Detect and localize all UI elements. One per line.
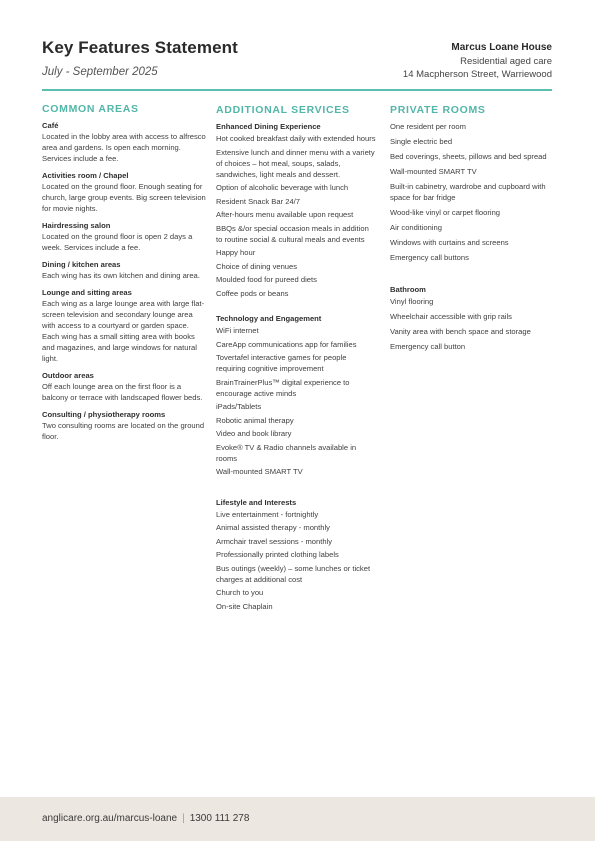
list-item: Tovertafel interactive games for people requiring cognitive improvement bbox=[216, 353, 347, 373]
list-item: Option of alcoholic beverage with lunch bbox=[216, 183, 349, 192]
common-areas-heading: COMMON AREAS bbox=[42, 103, 139, 115]
list-item: Emergency call buttons bbox=[390, 253, 469, 262]
private-rooms-heading: PRIVATE ROOMS bbox=[390, 104, 486, 116]
list-item: Built-in cabinetry, wardrobe and cupboard with space for bar fridge bbox=[390, 182, 546, 202]
list-item: Wood-like vinyl or carpet flooring bbox=[390, 208, 501, 217]
list-item: Church to you bbox=[216, 588, 264, 597]
bathroom-title: Bathroom bbox=[390, 285, 426, 294]
list-item: Hot cooked breakfast daily with extended hours bbox=[216, 134, 376, 143]
section-title: Hairdressing salon bbox=[42, 221, 111, 230]
group-title-lifestyle: Lifestyle and Interests bbox=[216, 497, 297, 507]
section-title: Café bbox=[42, 121, 59, 130]
period-subtitle: July - September 2025 bbox=[42, 66, 158, 78]
group-title-dining: Enhanced Dining Experience bbox=[216, 122, 321, 131]
list-item: Happy hour bbox=[216, 248, 256, 257]
list-item: WiFi internet bbox=[216, 326, 259, 335]
additional-services-column bbox=[216, 103, 376, 614]
list-item: Moulded food for pureed diets bbox=[216, 275, 317, 284]
list-item: On-site Chaplain bbox=[216, 601, 273, 611]
section-title: Outdoor areas bbox=[42, 371, 94, 380]
common-area-section bbox=[42, 370, 208, 403]
phone-number[interactable]: 1300 111 278 bbox=[189, 813, 250, 824]
facility-name: Marcus Loane House bbox=[451, 42, 552, 53]
list-item: Professionally printed clothing labels bbox=[216, 550, 339, 559]
common-area-section bbox=[42, 220, 208, 253]
section-title: Activities room / Chapel bbox=[42, 171, 129, 180]
section-title: Dining / kitchen areas bbox=[42, 260, 121, 269]
footer-contact bbox=[42, 813, 249, 824]
section-body: Each wing as a large lounge area with large flat-screen television and secondary lounge area with access to a courtyard or garden space. Each wing has a small sitting area with books and magazines, and large windows for natural light. bbox=[42, 299, 205, 363]
common-area-section bbox=[42, 287, 208, 364]
common-area-section bbox=[42, 120, 208, 164]
common-areas-column bbox=[42, 103, 208, 448]
footer bbox=[0, 797, 595, 841]
list-item: CareApp communications app for families bbox=[216, 339, 357, 349]
list-item: Resident Snack Bar 24/7 bbox=[216, 196, 301, 206]
list-item: Choice of dining venues bbox=[216, 261, 298, 271]
list-item: Robotic animal therapy bbox=[216, 415, 294, 425]
section-title: Lounge and sitting areas bbox=[42, 288, 132, 297]
footer-separator: | bbox=[182, 813, 185, 824]
list-item: After-hours menu available upon request bbox=[216, 210, 354, 219]
list-item: Wall-mounted SMART TV bbox=[390, 167, 477, 176]
group-title-technology: Technology and Engagement bbox=[216, 314, 322, 323]
list-item: Single electric bed bbox=[390, 137, 453, 146]
section-body: Located on the ground floor. Enough seating for church, large group events. Big screen television for movie nights. bbox=[42, 182, 206, 213]
list-item: BrainTrainerPlus™ digital experience to encourage active minds bbox=[216, 377, 350, 398]
list-item: Video and book library bbox=[216, 429, 292, 438]
list-item: Emergency call button bbox=[390, 342, 466, 351]
additional-services-heading: ADDITIONAL SERVICES bbox=[216, 104, 350, 116]
list-item: Live entertainment - fortnightly bbox=[216, 509, 319, 519]
list-item: Bed coverings, sheets, pillows and bed spread bbox=[390, 152, 547, 161]
list-item: Animal assisted therapy - monthly bbox=[216, 523, 330, 532]
section-body: Each wing has its own kitchen and dining area. bbox=[42, 271, 200, 280]
section-body: Off each lounge area on the first floor is a balcony or terrace with landscaped flower beds. bbox=[42, 382, 203, 402]
list-item: Wall-mounted SMART TV bbox=[216, 467, 303, 476]
common-area-section bbox=[42, 409, 208, 442]
facility-address: 14 Macpherson Street, Warriewood bbox=[402, 69, 552, 80]
list-item: Extensive lunch and dinner menu with a variety of choices – hot meal, soups, salads, sandwiches, light meals and dessert. bbox=[216, 147, 375, 179]
list-item: Air conditioning bbox=[390, 223, 442, 232]
common-area-section bbox=[42, 259, 208, 281]
list-item: Vinyl flooring bbox=[390, 297, 434, 306]
list-item: Armchair travel sessions - monthly bbox=[216, 536, 333, 546]
section-title: Consulting / physiotherapy rooms bbox=[42, 410, 166, 419]
section-body: Located in the lobby area with access to alfresco area and gardens. Is open each morning. Services include a fee. bbox=[42, 132, 206, 163]
list-item: Coffee pods or beans bbox=[216, 288, 289, 298]
list-item: Evoke® TV & Radio channels available in rooms bbox=[216, 442, 357, 463]
list-item: Vanity area with bench space and storage bbox=[390, 327, 531, 336]
list-item: iPads/Tablets bbox=[216, 402, 262, 411]
header-divider bbox=[42, 89, 552, 91]
section-body: Two consulting rooms are located on the ground floor. bbox=[42, 421, 205, 441]
list-item: Wheelchair accessible with grip rails bbox=[390, 312, 512, 321]
common-area-section bbox=[42, 170, 208, 214]
list-item: One resident per room bbox=[390, 122, 466, 131]
facility-type: Residential aged care bbox=[460, 55, 552, 67]
header bbox=[42, 38, 552, 88]
private-rooms-column bbox=[390, 103, 552, 356]
list-item: Windows with curtains and screens bbox=[390, 238, 509, 247]
page-title: Key Features Statement bbox=[42, 38, 238, 57]
list-item: BBQs &/or special occasion meals in addition to routine social & cultural meals and events bbox=[216, 223, 369, 244]
section-body: Located on the ground floor is open 2 days a week. Services include a fee. bbox=[42, 232, 193, 252]
facility-info bbox=[403, 41, 552, 82]
list-item: Bus outings (weekly) – some lunches or ticket charges at additional cost bbox=[216, 563, 371, 584]
website-link[interactable]: anglicare.org.au/marcus-loane bbox=[42, 813, 178, 824]
